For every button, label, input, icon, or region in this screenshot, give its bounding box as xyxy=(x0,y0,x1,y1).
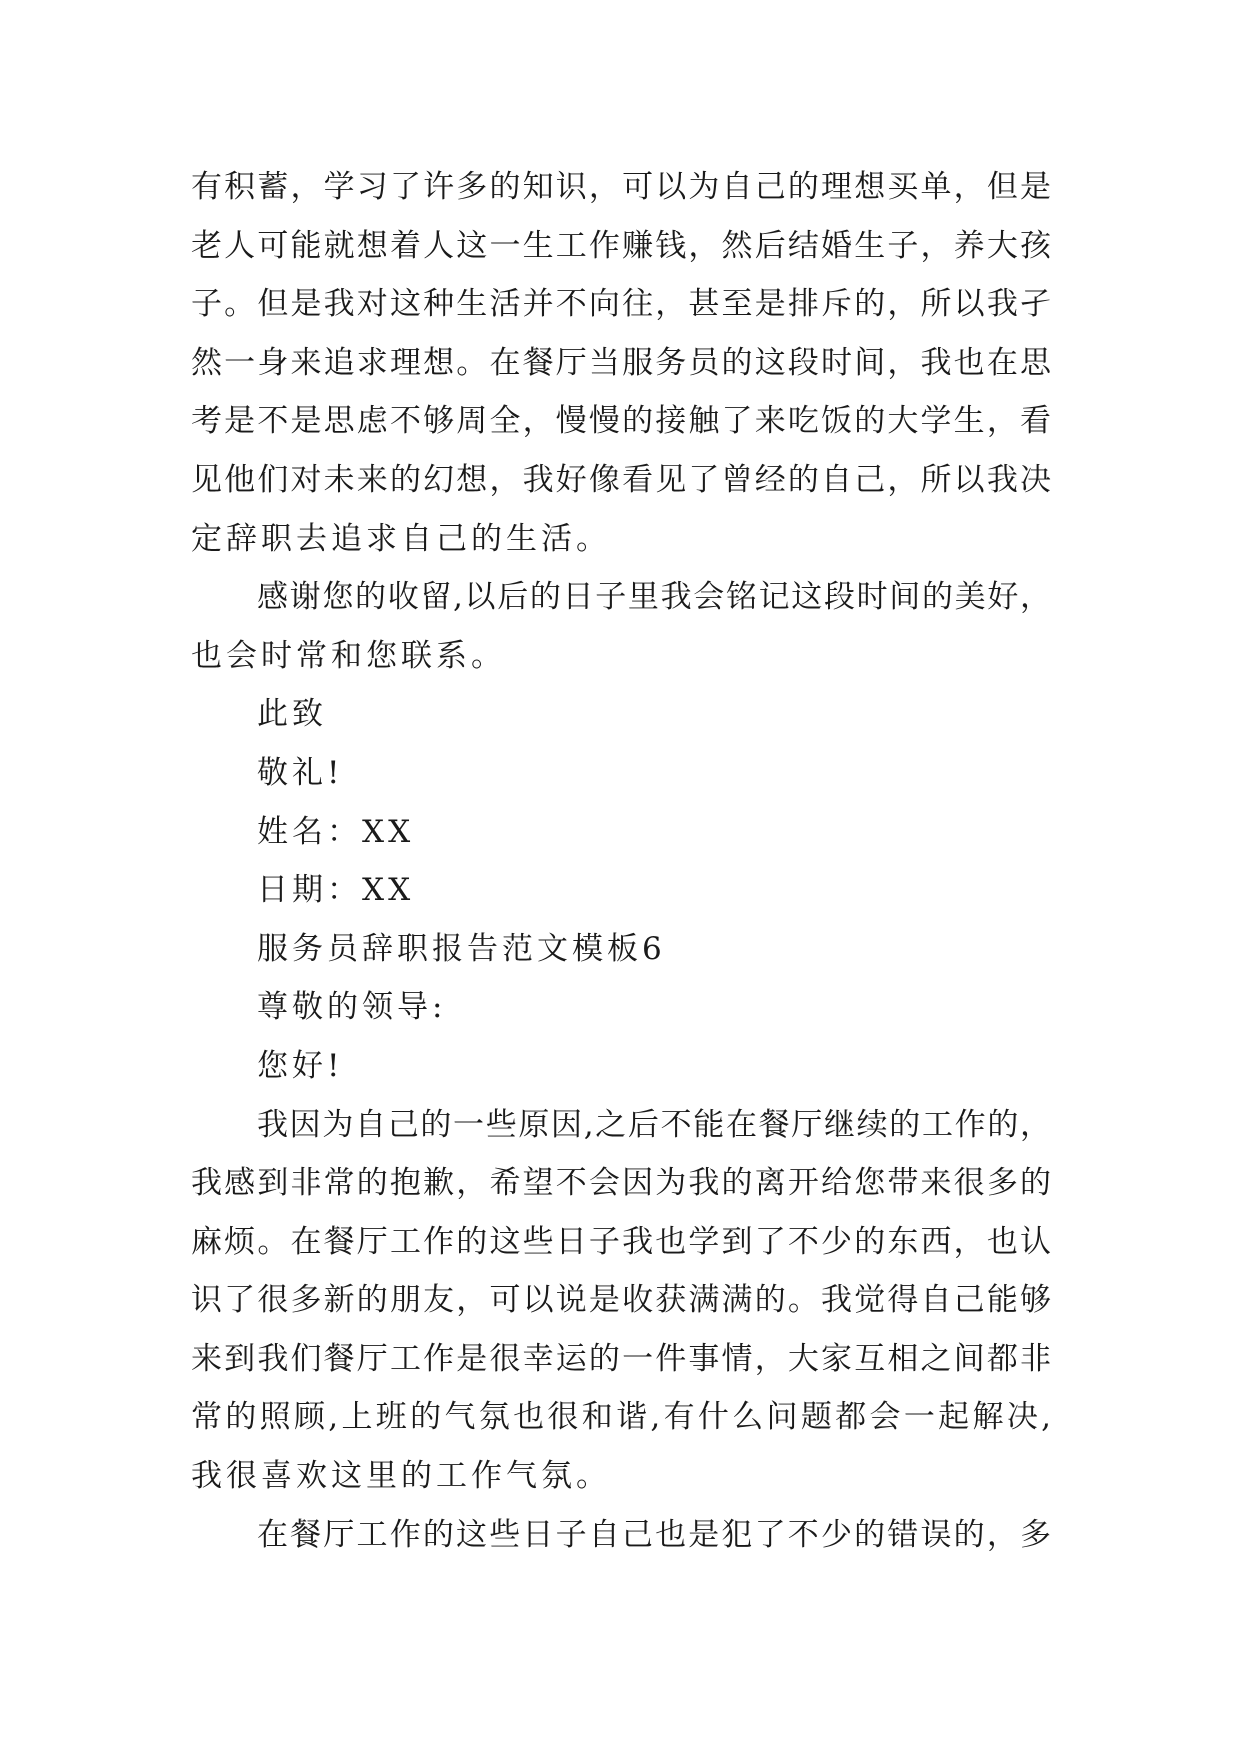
text-line: 来到我们餐厅工作是很幸运的一件事情，大家互相之间都非 xyxy=(191,1340,1051,1377)
text-line: 姓名：XX xyxy=(257,813,415,850)
text-line: 我因为自己的一些原因,之后不能在餐厅继续的工作的， xyxy=(257,1106,1051,1143)
text-line: 见他们对未来的幻想，我好像看见了曾经的自己，所以我决 xyxy=(191,461,1051,498)
text-line: 子。但是我对这种生活并不向往，甚至是排斥的，所以我孑 xyxy=(191,286,1051,323)
text-line: 我感到非常的抱歉，希望不会因为我的离开给您带来很多的 xyxy=(191,1165,1051,1202)
text-line: 您好! xyxy=(257,1047,344,1084)
text-line: 识了很多新的朋友，可以说是收获满满的。我觉得自己能够 xyxy=(191,1282,1051,1319)
text-line: 日期：XX xyxy=(257,872,415,909)
text-line: 老人可能就想着人这一生工作赚钱，然后结婚生子，养大孩 xyxy=(191,227,1051,264)
text-line: 尊敬的领导: xyxy=(257,989,447,1026)
text-line: 考是不是思虑不够周全，慢慢的接触了来吃饭的大学生，看 xyxy=(191,403,1051,440)
text-line: 有积蓄，学习了许多的知识，可以为自己的理想买单，但是 xyxy=(191,169,1051,205)
text-line: 麻烦。在餐厅工作的这些日子我也学到了不少的东西，也认 xyxy=(191,1223,1051,1260)
text-line: 然一身来追求理想。在餐厅当服务员的这段时间，我也在思 xyxy=(191,344,1051,381)
document-body xyxy=(191,158,1051,1564)
text-line: 也会时常和您联系。 xyxy=(191,637,506,674)
text-line: 感谢您的收留,以后的日子里我会铭记这段时间的美好， xyxy=(257,579,1051,616)
text-line: 我很喜欢这里的工作气氛。 xyxy=(191,1458,611,1495)
text-line: 此致 xyxy=(257,696,327,733)
text-line: 在餐厅工作的这些日子自己也是犯了不少的错误的，多 xyxy=(257,1516,1051,1553)
text-line: 定辞职去追求自己的生活。 xyxy=(191,520,611,557)
text-line: 常的照顾,上班的气氛也很和谐,有什么问题都会一起解决, xyxy=(191,1399,1051,1436)
text-line: 服务员辞职报告范文模板6 xyxy=(257,930,666,967)
text-line: 敬礼! xyxy=(257,754,344,791)
